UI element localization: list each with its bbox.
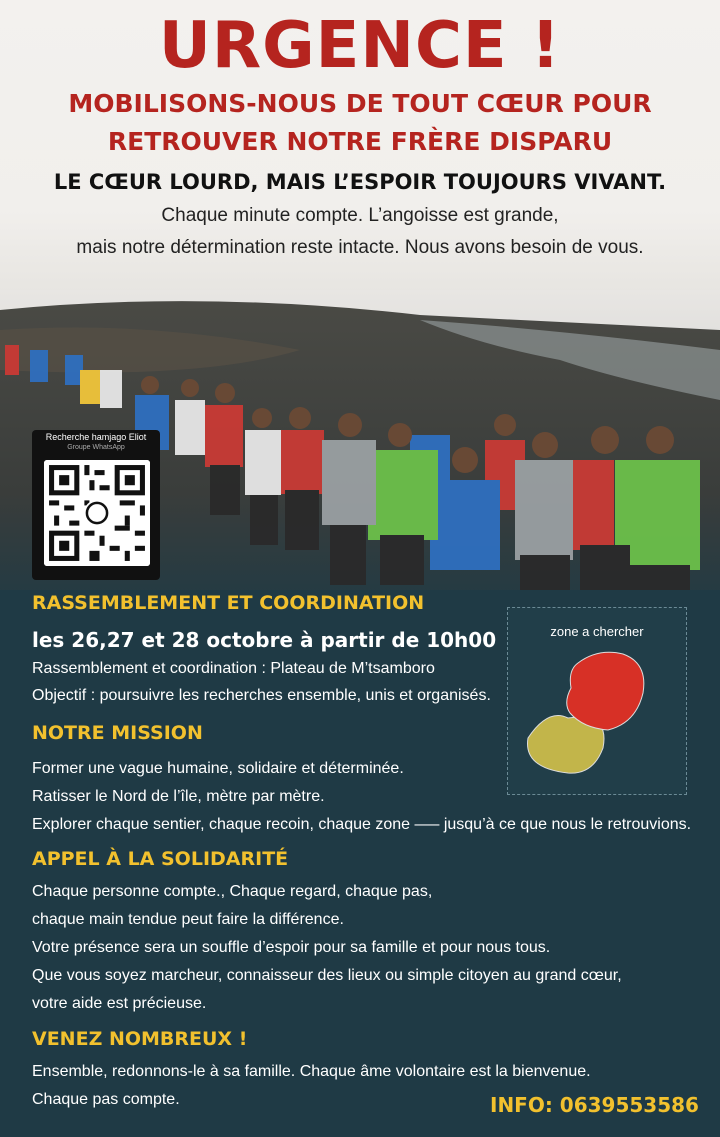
rassemblement-line: Objectif : poursuivre les recherches ensemble, unis et organisés. [32, 687, 491, 704]
zone-highlight [567, 652, 644, 730]
solidarite-line: Votre présence sera un souffle d’espoir pour sa famille et pour nous tous. [32, 939, 551, 956]
tagline: LE CŒUR LOURD, MAIS L’ESPOIR TOUJOURS VIVANT. [53, 170, 667, 194]
intro-line-1: Chaque minute compte. L’angoisse est grande, [161, 205, 559, 226]
mission-line: Ratisser le Nord de l’île, mètre par mètre. [32, 788, 325, 805]
mission-heading: NOTRE MISSION [32, 722, 203, 744]
solidarite-line: chaque main tendue peut faire la différence. [32, 911, 344, 928]
search-zone-map [507, 607, 687, 795]
rassemblement-heading: RASSEMBLEMENT ET COORDINATION [32, 592, 425, 614]
venez-line: Chaque pas compte. [32, 1091, 180, 1108]
page-title: URGENCE ! [158, 9, 562, 83]
island-map [508, 608, 686, 794]
contact-phone[interactable]: INFO: 0639553586 [490, 1093, 699, 1117]
rassemblement-line: Rassemblement et coordination : Plateau de M’tsamboro [32, 660, 435, 677]
qr-title: Recherche hamjago Eliot [45, 432, 147, 442]
event-dates: les 26,27 et 28 octobre à partir de 10h00 [32, 628, 497, 652]
solidarite-heading: APPEL À LA SOLIDARITÉ [32, 848, 289, 870]
venez-line: Ensemble, redonnons-le à sa famille. Chaque âme volontaire est la bienvenue. [32, 1063, 591, 1080]
solidarite-line: Que vous soyez marcheur, connaisseur des lieux ou simple citoyen au grand cœur, [32, 967, 622, 984]
qr-code-icon [44, 460, 150, 566]
solidarite-line: votre aide est précieuse. [32, 995, 207, 1012]
subtitle-line-2: RETROUVER NOTRE FRÈRE DISPARU [107, 127, 613, 156]
solidarite-line: Chaque personne compte., Chaque regard, chaque pas, [32, 883, 433, 900]
qr-subtitle: Groupe WhatsApp [67, 444, 125, 451]
subtitle-line-1: MOBILISONS-NOUS DE TOUT CŒUR POUR [68, 89, 652, 118]
whatsapp-qr-card[interactable] [32, 430, 160, 580]
venez-heading: VENEZ NOMBREUX ! [32, 1028, 248, 1050]
intro-line-2: mais notre détermination reste intacte. Nous avons besoin de vous. [76, 237, 644, 258]
mission-line: Explorer chaque sentier, chaque recoin, chaque zone —– jusqu’à ce que nous le retrouvions. [32, 816, 692, 833]
mission-line: Former une vague humaine, solidaire et déterminée. [32, 760, 404, 777]
map-title: zone a chercher [550, 624, 644, 639]
